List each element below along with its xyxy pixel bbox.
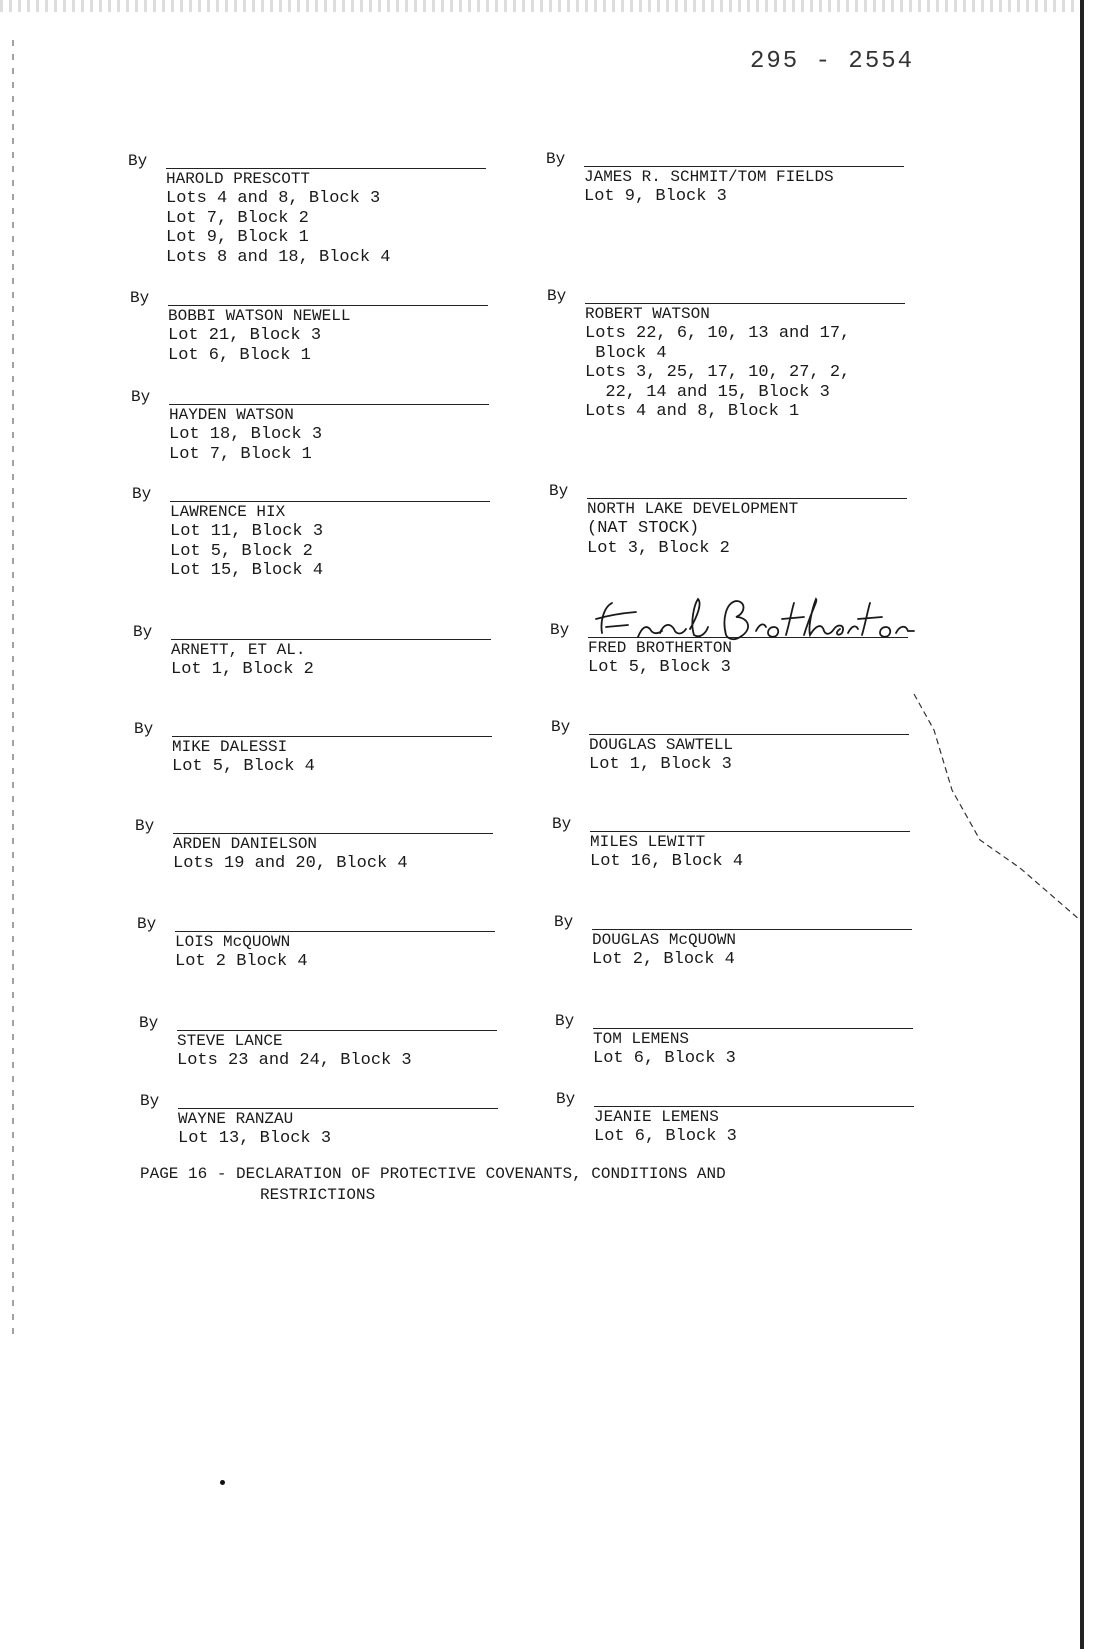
- signature-line: [173, 833, 493, 834]
- signer-name: TOM LEMENS: [593, 1030, 690, 1048]
- by-label: By: [139, 1014, 159, 1032]
- lot-line: Lot 11, Block 3: [170, 522, 324, 541]
- lot-line: Lot 1, Block 3: [589, 755, 732, 774]
- page-footer: [140, 1164, 726, 1206]
- signature-line: [587, 498, 907, 499]
- paper-tear-mark: [900, 690, 1100, 950]
- lot-line: Lot 6, Block 3: [594, 1127, 737, 1146]
- signature-line: [175, 931, 495, 932]
- lot-list: [585, 324, 850, 422]
- signer-name: ROBERT WATSON: [585, 305, 710, 323]
- scan-speck: [220, 1480, 225, 1485]
- by-label: By: [131, 388, 151, 406]
- lot-line: Lots 22, 6, 10, 13 and 17,: [585, 324, 851, 343]
- signer-name: JAMES R. SCHMIT/TOM FIELDS: [584, 168, 834, 186]
- signature-line: [177, 1030, 497, 1031]
- by-label: By: [130, 289, 150, 307]
- lot-list: [587, 519, 730, 558]
- lot-line: 22, 14 and 15, Block 3: [585, 382, 830, 402]
- lot-line: Lot 2, Block 4: [592, 950, 735, 969]
- signer-name: LOIS McQUOWN: [175, 933, 291, 951]
- lot-line: Lot 3, Block 2: [587, 538, 730, 558]
- lot-list: [593, 1049, 736, 1069]
- lot-list: [172, 757, 315, 777]
- lot-line: Lot 16, Block 4: [590, 852, 744, 871]
- signature-line: [171, 639, 491, 640]
- lot-line: Block 4: [585, 343, 667, 363]
- lot-list: [166, 189, 390, 267]
- lot-list: [592, 950, 735, 970]
- lot-line: Lot 1, Block 2: [171, 660, 314, 679]
- signer-name: WAYNE RANZAU: [178, 1110, 294, 1128]
- signer-name: FRED BROTHERTON: [588, 639, 733, 657]
- lot-list: [170, 522, 323, 581]
- lot-line: Lot 21, Block 3: [168, 326, 322, 345]
- by-label: By: [140, 1092, 160, 1110]
- signature-line: [594, 1106, 914, 1107]
- lot-list: [175, 952, 308, 972]
- signature-line: [168, 305, 488, 306]
- signer-name: STEVE LANCE: [177, 1032, 283, 1050]
- lot-line: Lot 7, Block 1: [169, 444, 312, 464]
- lot-line: Lot 7, Block 2: [166, 208, 309, 228]
- document-number: 295 - 2554: [750, 48, 915, 75]
- footer-line-1: PAGE 16 - DECLARATION OF PROTECTIVE COVENANTS, CONDITIONS AND: [140, 1165, 726, 1183]
- by-label: By: [547, 287, 567, 305]
- by-label: By: [133, 623, 153, 641]
- by-label: By: [555, 1012, 575, 1030]
- signature-line: [585, 303, 905, 304]
- signer-name: ARDEN DANIELSON: [173, 835, 318, 853]
- lot-line: Lots 4 and 8, Block 3: [166, 189, 381, 208]
- signature-line: [172, 736, 492, 737]
- signer-name: NORTH LAKE DEVELOPMENT: [587, 500, 799, 518]
- lot-line: Lot 13, Block 3: [178, 1129, 332, 1148]
- signature-line: [169, 404, 489, 405]
- lot-list: [594, 1127, 737, 1147]
- signature-line: [584, 166, 904, 167]
- lot-line: Lot 5, Block 2: [170, 541, 313, 561]
- footer-line-2: RESTRICTIONS: [260, 1186, 376, 1204]
- signer-name: DOUGLAS McQUOWN: [592, 931, 737, 949]
- lot-line: Lots 4 and 8, Block 1: [585, 402, 800, 421]
- lot-line: Lots 23 and 24, Block 3: [177, 1051, 412, 1070]
- signer-name: ARNETT, ET AL.: [171, 641, 306, 659]
- lot-list: [169, 425, 322, 464]
- lot-list: [588, 658, 731, 678]
- by-label: By: [550, 621, 570, 639]
- signer-name: HAROLD PRESCOTT: [166, 170, 311, 188]
- by-label: By: [554, 913, 574, 931]
- signature-line: [170, 501, 490, 502]
- signer-name: HAYDEN WATSON: [169, 406, 294, 424]
- lot-line: Lots 3, 25, 17, 10, 27, 2,: [585, 363, 851, 382]
- by-label: By: [552, 815, 572, 833]
- signer-name: DOUGLAS SAWTELL: [589, 736, 734, 754]
- lot-line: Lot 5, Block 3: [588, 658, 731, 677]
- lot-list: [589, 755, 732, 775]
- signature-line: [178, 1108, 498, 1109]
- signer-name: LAWRENCE HIX: [170, 503, 286, 521]
- lot-line: Lots 19 and 20, Block 4: [173, 854, 408, 873]
- by-label: By: [556, 1090, 576, 1108]
- lot-list: [171, 660, 314, 680]
- by-label: By: [551, 718, 571, 736]
- lot-line: Lot 6, Block 3: [593, 1049, 736, 1068]
- lot-line: Lot 5, Block 4: [172, 757, 315, 776]
- lot-line: Lot 2 Block 4: [175, 952, 308, 971]
- lot-line: Lot 9, Block 1: [166, 228, 309, 247]
- signature-line: [593, 1028, 913, 1029]
- by-label: By: [132, 485, 152, 503]
- scan-noise-top: [0, 0, 1080, 12]
- lot-list: [590, 852, 743, 872]
- lot-list: [177, 1051, 412, 1071]
- lot-list: [584, 187, 727, 207]
- lot-line: Lot 15, Block 4: [170, 561, 324, 580]
- lot-line: Lots 8 and 18, Block 4: [166, 247, 391, 267]
- lot-list: [178, 1129, 331, 1149]
- lot-line: Lot 18, Block 3: [169, 425, 323, 444]
- lot-list: [173, 854, 408, 874]
- by-label: By: [134, 720, 154, 738]
- by-label: By: [128, 152, 148, 170]
- by-label: By: [549, 482, 569, 500]
- signer-name: MILES LEWITT: [590, 833, 706, 851]
- lot-list: [168, 326, 321, 365]
- signature-line: [589, 734, 909, 735]
- by-label: By: [137, 915, 157, 933]
- signature-line: [592, 929, 912, 930]
- lot-line: Lot 6, Block 1: [168, 345, 311, 365]
- signature-line: [590, 831, 910, 832]
- signer-name: JEANIE LEMENS: [594, 1108, 719, 1126]
- signer-name: MIKE DALESSI: [172, 738, 288, 756]
- signer-name: BOBBI WATSON NEWELL: [168, 307, 351, 325]
- scan-edge-left: [12, 40, 14, 1340]
- by-label: By: [135, 817, 155, 835]
- by-label: By: [546, 150, 566, 168]
- signature-line: [166, 168, 486, 169]
- lot-line: (NAT STOCK): [587, 519, 700, 538]
- lot-line: Lot 9, Block 3: [584, 187, 727, 206]
